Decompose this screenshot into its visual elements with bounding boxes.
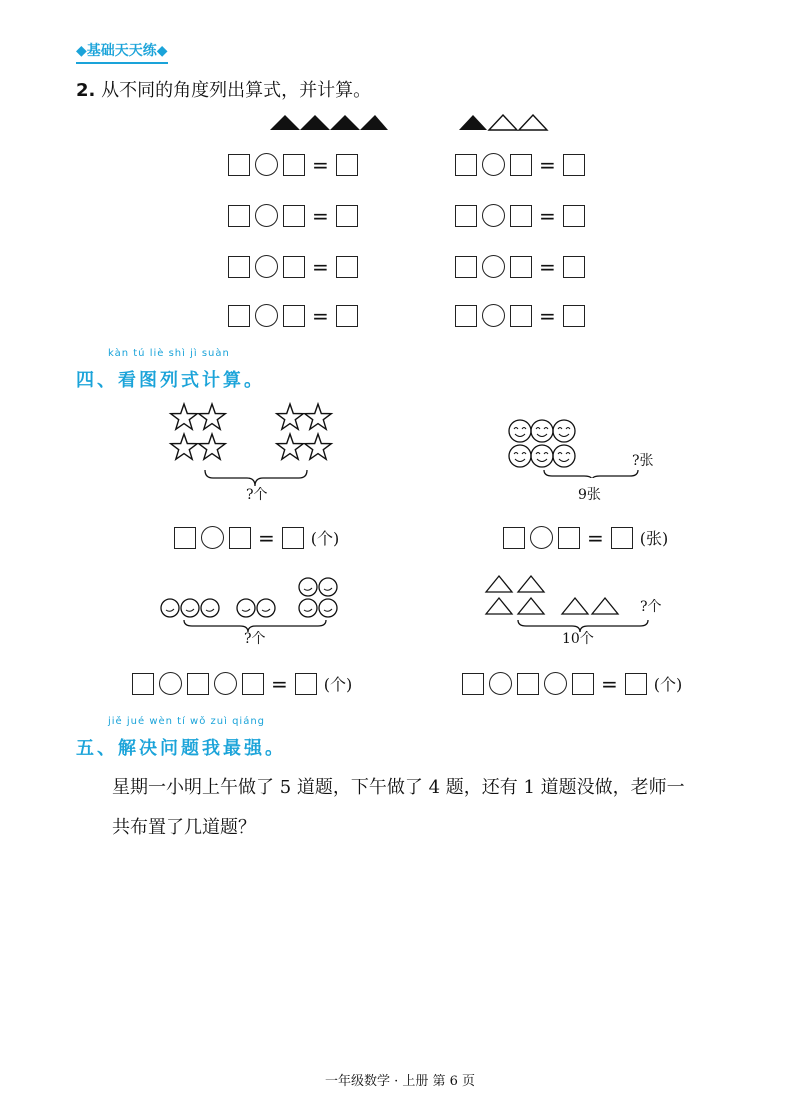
answer-box[interactable]: [228, 205, 250, 227]
equals-sign: =: [539, 203, 556, 228]
answer-box[interactable]: [462, 673, 484, 695]
equation-row[interactable]: [228, 255, 358, 278]
answer-box[interactable]: [517, 673, 539, 695]
answer-box[interactable]: [228, 154, 250, 176]
unit-label: (个): [653, 675, 683, 694]
faces-question-label: ?张: [632, 453, 654, 469]
equals-sign: =: [312, 303, 329, 328]
circles-equation[interactable]: [132, 672, 352, 695]
stars-equation[interactable]: [174, 526, 339, 549]
triangles-equation[interactable]: [462, 672, 682, 695]
answer-box[interactable]: [228, 256, 250, 278]
answer-box[interactable]: [572, 673, 594, 695]
answer-box[interactable]: [563, 256, 585, 278]
answer-box[interactable]: [336, 256, 358, 278]
answer-box[interactable]: [558, 527, 580, 549]
answer-box[interactable]: [283, 305, 305, 327]
operator-circle[interactable]: [255, 153, 278, 176]
operator-circle[interactable]: [255, 255, 278, 278]
answer-box[interactable]: [455, 305, 477, 327]
mixed-triangles: [458, 114, 550, 132]
answer-box[interactable]: [563, 154, 585, 176]
question-text: 从不同的角度列出算式，并计算。: [101, 80, 372, 101]
word-problem-line1: 星期一小明上午做了 5 道题，下午做了 4 题，还有 1 道题没做，老师一: [112, 777, 685, 798]
triangles-total-label: 10个: [562, 631, 594, 647]
equals-sign: =: [539, 303, 556, 328]
answer-box[interactable]: [295, 673, 317, 695]
operator-circle[interactable]: [482, 153, 505, 176]
equation-row[interactable]: [455, 153, 585, 176]
answer-box[interactable]: [229, 527, 251, 549]
section5-pinyin: jiě jué wèn tí wǒ zuì qiáng: [108, 716, 266, 727]
answer-box[interactable]: [228, 305, 250, 327]
answer-box[interactable]: [510, 154, 532, 176]
stars-total-label: ?个: [246, 487, 268, 503]
operator-circle[interactable]: [255, 304, 278, 327]
answer-box[interactable]: [455, 205, 477, 227]
operator-circle[interactable]: [482, 304, 505, 327]
circles-figure: [158, 576, 344, 636]
operator-circle[interactable]: [530, 526, 553, 549]
answer-box[interactable]: [336, 305, 358, 327]
equation-row[interactable]: [455, 255, 585, 278]
equals-sign: =: [271, 671, 288, 696]
triangles-question-label: ?个: [640, 599, 662, 615]
faces-equation[interactable]: [503, 526, 668, 549]
answer-box[interactable]: [283, 205, 305, 227]
answer-box[interactable]: [282, 527, 304, 549]
word-problem-line2: 共布置了几道题？: [112, 817, 256, 838]
answer-box[interactable]: [563, 205, 585, 227]
equation-row[interactable]: [455, 304, 585, 327]
unit-label: (张): [639, 529, 669, 548]
operator-circle[interactable]: [544, 672, 567, 695]
answer-box[interactable]: [503, 527, 525, 549]
faces-total-label: 9张: [578, 487, 601, 503]
answer-box[interactable]: [510, 305, 532, 327]
equals-sign: =: [601, 671, 618, 696]
answer-box[interactable]: [283, 256, 305, 278]
equation-row[interactable]: [455, 204, 585, 227]
circles-total-label: ?个: [244, 631, 266, 647]
answer-box[interactable]: [174, 527, 196, 549]
answer-box[interactable]: [455, 256, 477, 278]
equals-sign: =: [312, 203, 329, 228]
operator-circle[interactable]: [159, 672, 182, 695]
unit-label: (个): [323, 675, 353, 694]
equals-sign: =: [258, 525, 275, 550]
section4-title: 四、看图列式计算。: [76, 370, 265, 391]
header-tag: ◆基础天天练◆: [76, 40, 168, 64]
answer-box[interactable]: [625, 673, 647, 695]
triangles-figure: [484, 572, 664, 634]
answer-box[interactable]: [611, 527, 633, 549]
question-number: 2.: [76, 80, 96, 101]
operator-circle[interactable]: [201, 526, 224, 549]
question-2-title: [76, 76, 371, 102]
equation-row[interactable]: [228, 204, 358, 227]
answer-box[interactable]: [336, 154, 358, 176]
answer-box[interactable]: [132, 673, 154, 695]
answer-box[interactable]: [187, 673, 209, 695]
section4-pinyin: kàn tú liè shì jì suàn: [108, 348, 230, 359]
answer-box[interactable]: [336, 205, 358, 227]
equals-sign: =: [539, 152, 556, 177]
operator-circle[interactable]: [482, 204, 505, 227]
equals-sign: =: [312, 254, 329, 279]
section5-title: 五、解决问题我最强。: [76, 738, 286, 759]
unit-label: (个): [310, 529, 340, 548]
page-footer: 一年级数学 · 上册 第 6 页: [324, 1074, 476, 1089]
answer-box[interactable]: [510, 205, 532, 227]
equation-row[interactable]: [228, 304, 358, 327]
stars-figure: [168, 402, 348, 494]
answer-box[interactable]: [510, 256, 532, 278]
answer-box[interactable]: [455, 154, 477, 176]
operator-circle[interactable]: [255, 204, 278, 227]
equals-sign: =: [312, 152, 329, 177]
operator-circle[interactable]: [214, 672, 237, 695]
answer-box[interactable]: [283, 154, 305, 176]
black-triangles: [270, 114, 390, 132]
equation-row[interactable]: [228, 153, 358, 176]
equals-sign: =: [539, 254, 556, 279]
answer-box[interactable]: [563, 305, 585, 327]
answer-box[interactable]: [242, 673, 264, 695]
equals-sign: =: [587, 525, 604, 550]
operator-circle[interactable]: [482, 255, 505, 278]
operator-circle[interactable]: [489, 672, 512, 695]
